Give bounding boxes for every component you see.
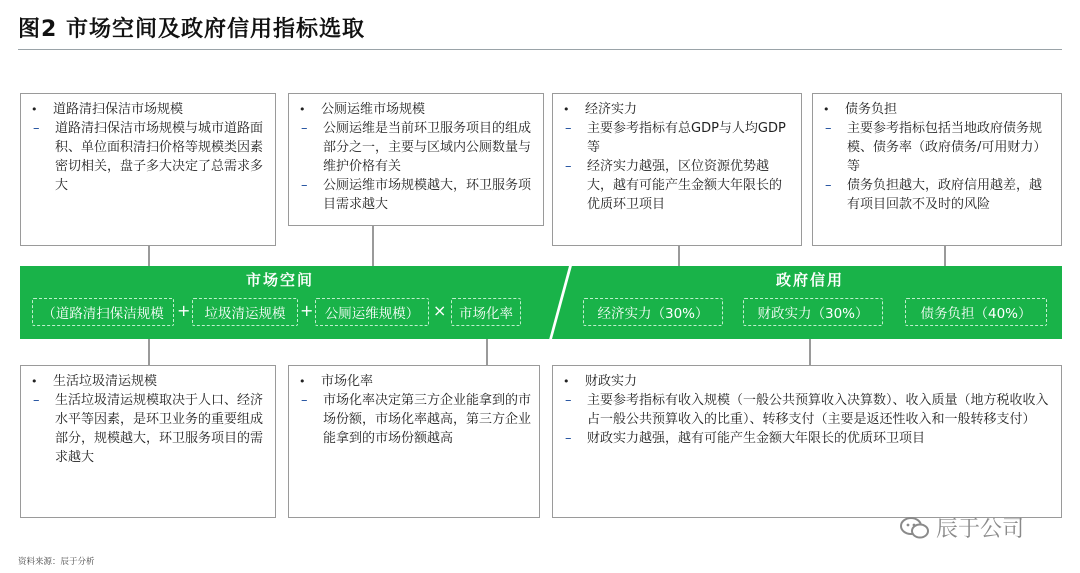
government-credit-title: 政府信用 (775, 271, 844, 289)
box-heading: • 公厕运维市场规模 (299, 102, 426, 117)
wechat-icon (900, 516, 930, 540)
info-box-marketization-rate (288, 365, 540, 518)
box-heading: • 经济实力 (563, 102, 638, 117)
list-item: – 财政实力越强，越有可能产生金额大年限长的优质环卫项目 (565, 431, 926, 446)
list-item: – 公厕运维市场规模越大，环卫服务项目需求越大 (301, 178, 532, 212)
title-divider (18, 49, 1062, 50)
box-heading: • 生活垃圾清运规模 (31, 374, 158, 389)
watermark-logo (900, 512, 1024, 543)
info-box-fiscal-strength (552, 365, 1062, 518)
plus-operator: + (177, 301, 191, 320)
list-item: – 经济实力越强，区位资源优势越大，越有可能产生金额大年限长的优质环卫项目 (565, 159, 783, 212)
box-heading: • 财政实力 (563, 374, 638, 389)
info-box-economic-strength (552, 93, 802, 246)
market-space-title: 市场空间 (245, 271, 314, 289)
list-item: – 主要参考指标包括当地政府债务规模、债务率（政府债务/可用财力）等 (825, 121, 1047, 174)
toilet-maintenance-pill: 公厕运维规模） (315, 298, 429, 326)
debt-burden-pill: 债务负担（40%） (905, 298, 1047, 326)
economic-strength-pill: 经济实力（30%） (583, 298, 723, 326)
info-box-toilet-maintenance (288, 93, 544, 226)
road-cleaning-pill: （道路清扫保洁规模 (32, 298, 174, 326)
info-box-waste-collection (20, 365, 276, 518)
logo-text: 辰于公司 (936, 517, 1025, 542)
box-heading: • 债务负担 (823, 102, 898, 117)
page-title: 图2 市场空间及政府信用指标选取 (18, 17, 365, 42)
list-item: – 主要参考指标有收入规模（一般公共预算收入决算数）、收入质量（地方税收收入占一般公共预算收入的比重）、转移支付（主要是返还性收入和一般转移支付） (565, 393, 1049, 427)
list-item: – 生活垃圾清运规模取决于人口、经济水平等因素，是环卫业务的重要组成部分，规模越大，环卫服务项目的需求越大 (33, 393, 264, 465)
waste-collection-pill: 垃圾清运规模 (192, 298, 298, 326)
list-item: – 公厕运维是当前环卫服务项目的组成部分之一，主要与区域内公厕数量与维护价格有关 (301, 121, 532, 174)
fiscal-strength-pill: 财政实力（30%） (743, 298, 883, 326)
multiply-operator: × (433, 301, 447, 320)
box-heading: • 道路清扫保洁市场规模 (31, 102, 184, 117)
info-box-debt-burden (812, 93, 1062, 246)
list-item: – 道路清扫保洁市场规模与城市道路面积、单位面积清扫价格等规模类因素密切相关，盘子多大决定了总需求多大 (33, 121, 264, 193)
marketization-rate-pill: 市场化率 (451, 298, 521, 326)
list-item: – 债务负担越大，政府信用越差，越有项目回款不及时的风险 (825, 178, 1043, 212)
list-item: – 市场化率决定第三方企业能拿到的市场份额，市场化率越高，第三方企业能拿到的市场份额越高 (301, 393, 532, 446)
list-item: – 主要参考指标有总GDP与人均GDP等 (565, 121, 786, 155)
info-box-road-cleaning (20, 93, 276, 246)
box-heading: • 市场化率 (299, 374, 374, 389)
plus-operator: + (300, 301, 314, 320)
source-note: 资料来源：辰于分析 (18, 557, 95, 567)
